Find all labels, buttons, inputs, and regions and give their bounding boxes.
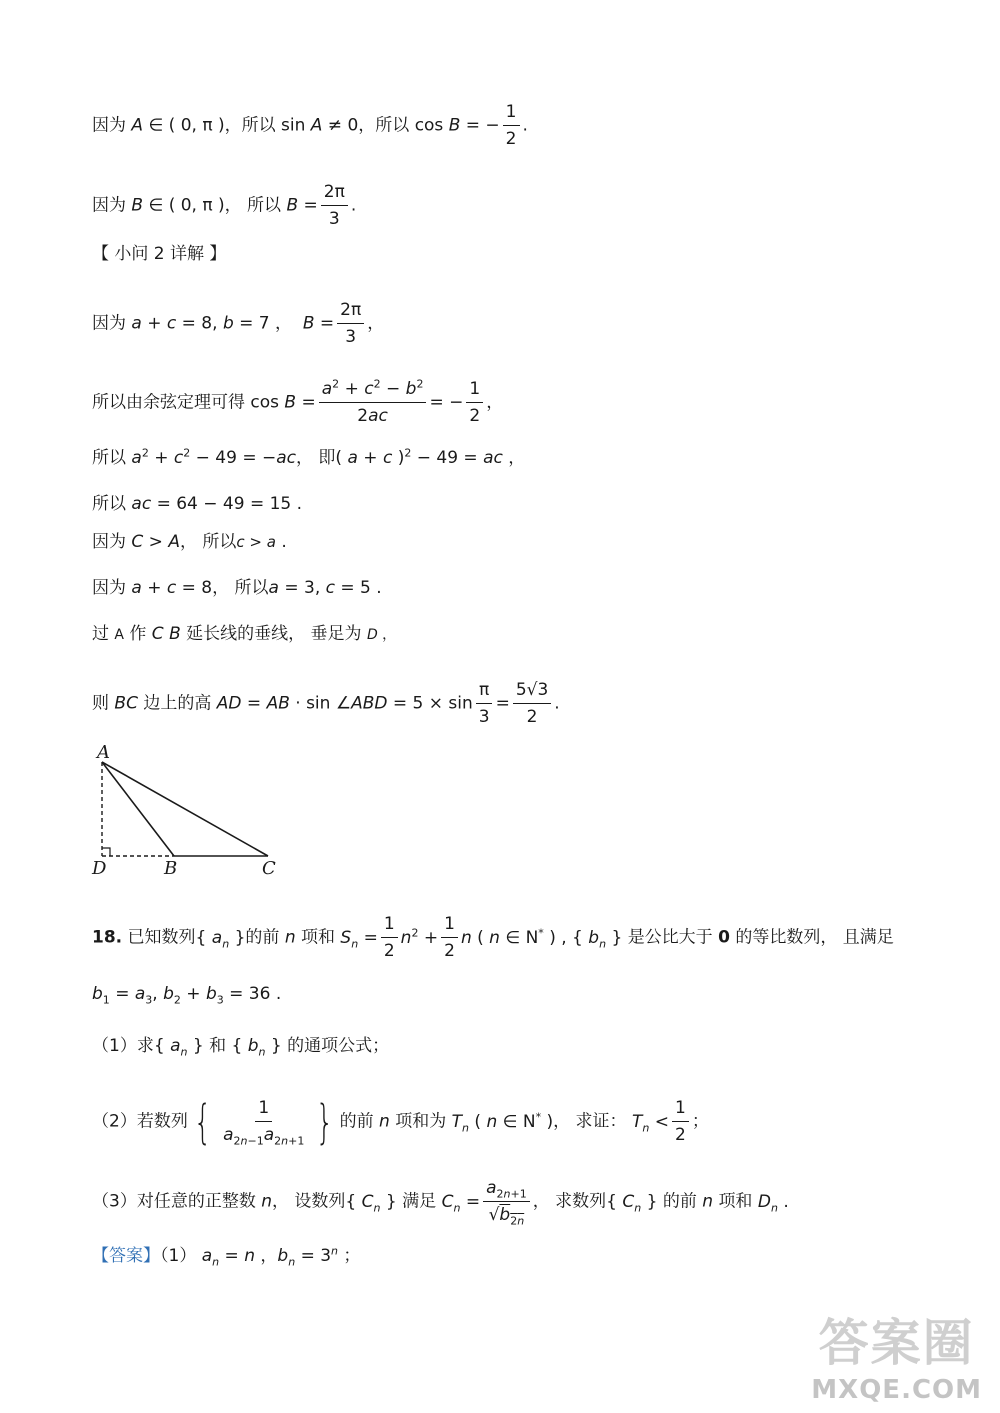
label-d: D [92,858,107,879]
problem-18-condition: $b_1 = a_3$, $b_2 + b_3 = 36$ . [92,984,282,1007]
line-7: 因为 C > A， 所以c > a . [92,532,287,552]
fraction: $\frac{1}{2}$ [441,914,458,961]
fraction: $\frac{1}{2}$ [503,102,520,149]
fraction: $\frac{1}{2}$ [381,914,398,961]
line-8: 因为 a + c = 8， 所以a = 3, c = 5 . [92,578,382,598]
fraction: $\frac{2\pi}{3}$ [337,300,364,347]
fraction: $\frac{a^2 + c^2 - b^2}{2ac}$ [319,379,427,426]
line-10: 则 BC 边上的高 AD = AB · sin ∠ABD = 5 × sin $\frac{\pi}{3}$ = $\frac{5√3}{2}$ . [92,680,560,727]
fraction: $\frac{\pi}{3}$ [476,680,493,727]
right-angle-mark [102,848,110,856]
side-ac [102,762,268,856]
label-a: A [97,742,110,763]
answer-line: 【答案】（1） $a_n = n$ ，$b_n = 3^n$ ； [92,1244,361,1269]
section-heading: 【 小问 2 详解 】 [92,244,227,264]
line-4: 所以由余弦定理可得 cos B = $\frac{a^2 + c^2 - b^2}{2ac}$ = − $\frac{1}{2}$ ， [92,377,504,426]
answer-label: 【答案】 [92,1246,160,1266]
fraction: $\frac{1}{2}$ [672,1098,689,1145]
triangle-figure [88,742,288,880]
problem-18-stem: 18. 已知数列{ $a_n$ }的前 n 项和 $S_n$ = $\frac{1}{2}$ $n^2$ + $\frac{1}{2}$ n ( n ∈ N* ) , { $b_n$ } 是公比大于 0 的等比数列， 且满足 [92,914,894,961]
question-1: （1）求{ $a_n$ } 和 { $b_n$ } 的通项公式； [92,1036,390,1059]
label-b: B [164,858,178,879]
question-2: （2）若数列 { $\frac{1}{a_{2n-1}a_{2n+1}}$ } 的前 n 项和为 $T_n$ ( n ∈ N* )， 求证： $T_n$ < $\frac{1}{2}$ ； [92,1094,709,1149]
line-3: 因为 a + c = 8, b = 7 ， B = $\frac{2\pi}{3}$ ， [92,300,385,347]
line-5: 所以 $a^2 + c^2 - 49 = -ac$， 即( a + c )$^2$ − 49 = ac ， [92,446,526,468]
line-9: 过 A 作 C B 延长线的垂线， 垂足为 D ， [92,624,397,644]
line-1: 因为 A ∈ ( 0, π )，所以 sin A ≠ 0，所以 cos B = − $\frac{1}{2}$ . [92,102,528,149]
fraction: $\frac{2\pi}{3}$ [321,182,348,229]
question-3: （3）对任意的正整数 n， 设数列{ $C_n$ } 满足 $C_n$ = $\frac{a_{2n+1}}{√b_{2n}}$ ， 求数列{ $C_n$ } 的前 n 项和 $D_n$ . [92,1178,789,1228]
fraction: $\frac{1}{2}$ [466,379,483,426]
side-ab [102,762,174,856]
line-2: 因为 B ∈ ( 0, π )， 所以 B = $\frac{2\pi}{3}$ . [92,182,357,229]
line-6: 所以 ac = 64 − 49 = 15 . [92,494,303,514]
fraction: $\frac{5√3}{2}$ [513,680,551,727]
watermark-logo: 答案圈 MXQE.COM [811,1314,982,1405]
fraction: $\frac{a_{2n+1}}{√b_{2n}}$ [483,1178,530,1225]
label-c: C [262,858,276,879]
